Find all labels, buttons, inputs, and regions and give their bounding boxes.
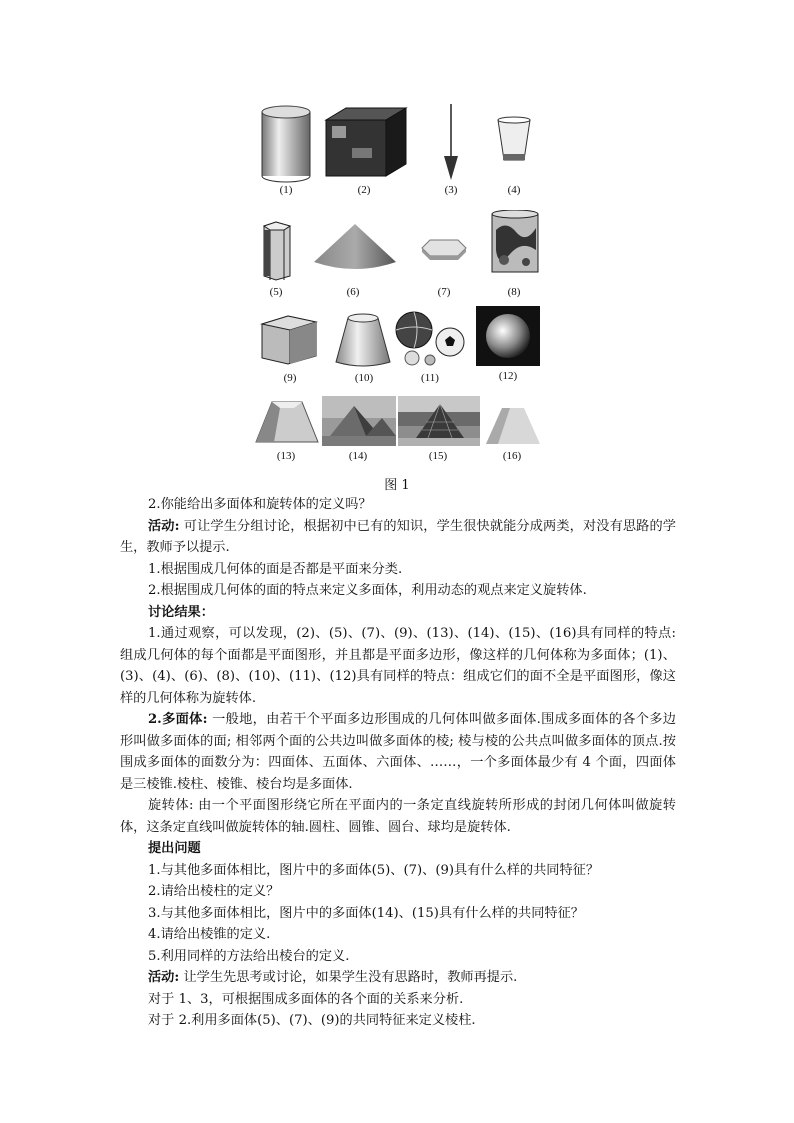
activity-paragraph-2 — [120, 967, 676, 989]
discussion-heading: 讨论结果： — [148, 604, 214, 620]
caption-3: (3) — [444, 184, 458, 196]
caption-14: (14) — [348, 450, 368, 462]
question-item: 3.与其他多面体相比，图片中的多面体(14)、(15)具有什么样的共同特征？ — [148, 905, 584, 921]
hint-1: 1.根据围成几何体的面是否都是平面来分类. — [148, 561, 403, 577]
egypt-pyramids-image — [322, 396, 396, 446]
hexagonal-slab-image — [420, 238, 468, 264]
caption-9: (9) — [283, 372, 297, 384]
activity-label: 活动: — [148, 518, 180, 534]
sphere-image — [476, 306, 540, 366]
rotation-label: 旋转体: — [148, 798, 194, 813]
box-image — [322, 104, 408, 180]
question-item: 2.请给出棱柱的定义？ — [148, 884, 280, 899]
activity-paragraph-1 — [120, 516, 676, 559]
caption-2: (2) — [357, 184, 371, 196]
activity-text: 让学生先思考或讨论，如果学生没有思路时，教师再提示. — [179, 970, 518, 985]
body-text — [120, 494, 676, 1032]
activity-label: 活动: — [148, 970, 180, 985]
polyhedron-definition — [120, 709, 676, 795]
question-item: 4.请给出棱锥的定义. — [148, 927, 271, 942]
caption-13: (13) — [276, 450, 296, 462]
square-frustum-image — [254, 398, 320, 446]
frustum-trapezoid-image — [484, 404, 542, 446]
hint-for-1-3: 对于 1、3，可根据围成多面体的各个面的关系来分析. — [148, 991, 464, 1007]
cone-image — [312, 222, 398, 272]
hint-for-2: 对于 2.利用多面体(5)、(7)、(9)的共同特征来定义棱柱. — [148, 1013, 476, 1028]
caption-5: (5) — [269, 286, 283, 298]
glass-pyramid-image — [398, 396, 480, 446]
paper-cup-image — [496, 116, 532, 164]
caption-16: (16) — [502, 450, 522, 462]
questions-heading: 提出问题 — [148, 841, 201, 856]
frustum-image — [334, 310, 392, 370]
caption-1: (1) — [279, 184, 293, 196]
caption-12: (12) — [498, 370, 518, 382]
caption-15: (15) — [428, 450, 448, 462]
pen-holder-image — [488, 210, 542, 276]
question-2: 2.你能给出多面体和旋转体的定义吗？ — [148, 497, 372, 512]
activity-text: 可让学生分组讨论，根据初中已有的知识，学生很快就能分成两类，对没有思路的学生，教师予以提示. — [120, 518, 676, 555]
question-item: 1.与其他多面体相比，图片中的多面体(5)、(7)、(9)具有什么样的共同特征？ — [148, 862, 600, 878]
caption-8: (8) — [507, 286, 521, 298]
polyhedron-label: 2.多面体: — [148, 712, 208, 727]
question-item: 5.利用同样的方法给出棱台的定义. — [148, 948, 350, 964]
caption-7: (7) — [437, 286, 451, 298]
hint-2: 2.根据围成几何体的面的特点来定义多面体，利用动态的观点来定义旋转体. — [148, 583, 587, 598]
hexagonal-prism-image — [256, 220, 298, 282]
caption-6: (6) — [346, 286, 360, 298]
figure-title: 图 1 — [384, 478, 410, 493]
plumb-bob-image — [440, 104, 462, 182]
caption-10: (10) — [354, 372, 374, 384]
rotation-text: 由一个平面图形绕它所在平面内的一条定直线旋转所形成的封闭几何体叫做旋转体，这条定直线叫做旋转体的轴.圆柱、圆锥、圆台、球均是旋转体. — [120, 798, 676, 835]
caption-4: (4) — [507, 184, 521, 196]
rotation-body-definition — [120, 795, 676, 838]
balls-image — [394, 310, 466, 368]
pentagonal-prism-image — [258, 312, 320, 366]
polyhedron-text: 一般地，由若干个平面多边形围成的几何体叫做多面体.围成多面体的各个多边形叫做多面体的面; 相邻两个面的公共边叫做多面体的棱; 棱与棱的公共点叫做多面体的顶点.按围成多面体的面数分为：四面体、五面体、六面体、……，一个多面体最少有 4 个面，四面体是三棱锥.棱柱、棱锥、棱台均是多面体. — [120, 712, 676, 792]
result-1: 1.通过观察，可以发现，(2)、(5)、(7)、(9)、(13)、(14)、(15)、(16)具有同样的特点: 组成几何体的每个面都是平面图形，并且都是平面多边形，像这样的几何体称为多面体；(1)、(3)、(4)、(6)、(8)、(10)、(11)、(12)具有同样的特点：组成它们的面不全是平面图形，像这样的几何体称为旋转体. — [120, 626, 676, 706]
cylinder-image — [258, 104, 314, 184]
caption-11: (11) — [421, 372, 439, 384]
